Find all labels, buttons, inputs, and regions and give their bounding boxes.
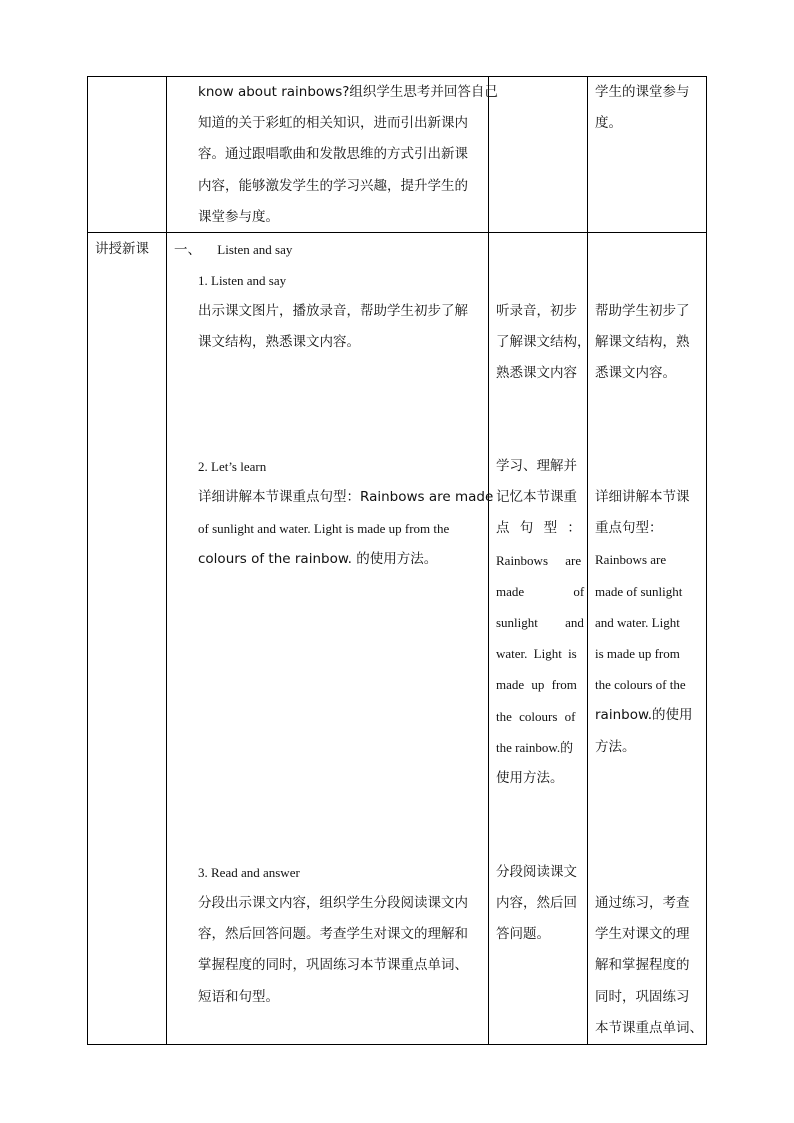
text-line: sunlight and [496,614,584,630]
text-line: 使用方法。 [496,769,564,786]
text-line: know about rainbows?组织学生思考并回答自己 [198,84,498,100]
text-line: made up from [496,677,577,693]
text-line: of sunlight and water. Light is made up from the [198,521,450,537]
row1-process-text [198,77,498,233]
text-line: 掌握程度的同时，巩固练习本节课重点单词、 [198,957,468,974]
text-line: 课文结构，熟悉课文内容。 [198,334,360,351]
table-border-right [706,76,707,1045]
text-line: 本节课重点单词、 [595,1019,703,1036]
section-title: Listen and say [217,242,293,257]
part3-intent-text [595,888,703,1044]
text-line: 内容，然后回 [496,895,577,912]
part3-title: 3. Read and answer [198,865,300,880]
text-line: 内容，能够激发学生的学习兴趣，提升学生的 [198,177,468,194]
text-line: colours of the rainbow. 的使用方法。 [198,551,438,568]
text-line: 答问题。 [496,926,550,943]
text-line: 点 句 型 ： [496,520,584,537]
text-line: the colours of [496,708,576,724]
text-line: 了解课文结构， [496,334,591,351]
text-line: 短语和句型。 [198,988,279,1005]
text-line: 出示课文图片，播放录音，帮助学生初步了解 [198,303,468,319]
text-line: 学生的课堂参与 [595,84,690,100]
text-line: 帮助学生初步了 [595,303,690,319]
text-line: 学习、理解并 [496,458,577,474]
text-line: 分段出示课文内容，组织学生分段阅读课文内 [198,895,468,911]
part3-process-text [198,888,468,1013]
text-line: made of [496,583,585,599]
stage-label: 讲授新课 [95,241,149,257]
text-line: 详细讲解本节课 [595,489,690,505]
text-line: Rainbows are [496,552,582,568]
section-marker: 一、 [174,242,201,258]
table-column-divider-3 [587,76,588,1045]
part2-process-text [198,482,493,576]
text-line: 通过练习，考查 [595,895,690,911]
text-line: 容，然后回答问题。考查学生对课文的理解和 [198,926,468,943]
part2-student-text [496,451,585,794]
part3-student-text [496,857,577,951]
text-line: 知道的关于彩虹的相关知识，进而引出新课内 [198,115,468,132]
text-line: 详细讲解本节课重点句型：Rainbows are made [198,489,494,505]
text-line: and water. Light [595,614,680,630]
part1-title: 1. Listen and say [198,273,287,288]
text-line: 解和掌握程度的 [595,957,690,974]
text-line: 记忆本节课重 [496,489,577,506]
part2-title: 2. Let’s learn [198,459,267,474]
text-line: the rainbow.的 [496,739,574,755]
text-line: 重点句型： [595,520,663,537]
text-line: rainbow.的使用 [595,707,693,724]
row1-intent-text [595,77,690,139]
text-line: 方法。 [595,738,636,755]
text-line: 悉课文内容。 [595,365,676,382]
text-line: 熟悉课文内容 [496,365,577,382]
text-line: 分段阅读课文 [496,864,577,880]
text-line: 学生对课文的理 [595,926,690,943]
text-line: Rainbows are [595,552,667,568]
table-border-left [87,76,88,1045]
text-line: is made up from [595,645,680,661]
text-line: 解课文结构，熟 [595,334,690,351]
text-line: 同时，巩固练习 [595,988,690,1005]
text-line: 度。 [595,115,622,132]
table-column-divider-1 [166,76,167,1045]
table-border-bottom [87,1044,707,1045]
part1-student-text [496,296,591,390]
text-line: water. Light is [496,646,577,662]
part1-intent-text [595,296,690,390]
text-line: made of sunlight [595,583,683,599]
text-line: the colours of the [595,677,686,693]
section-heading [174,234,292,266]
text-line: 听录音，初步 [496,303,577,319]
part2-intent-text [595,482,693,763]
text-line: 课堂参与度。 [198,208,279,225]
part1-process-text [198,296,468,358]
text-line: 容。通过跟唱歌曲和发散思维的方式引出新课 [198,146,468,163]
